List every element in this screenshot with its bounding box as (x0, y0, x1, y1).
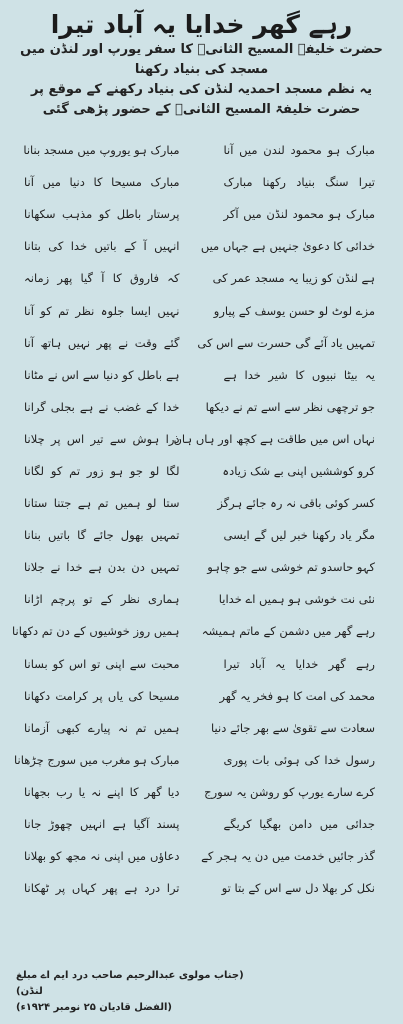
verse-first-line: مزے لوٹ لو حسن یوسف کے پیارو (213, 303, 375, 318)
verse-second-line: ہمیں تم نہ پیارے کبھی آزمانا (24, 720, 180, 735)
credit-block (10, 968, 270, 1016)
verse-row (10, 134, 393, 166)
verse-row (10, 294, 393, 326)
verse-first-line: تیرا سنگ بنیاد رکھنا مبارک (223, 175, 375, 190)
verse-row (10, 840, 393, 872)
verse-second-line: کہ فاروق کا آ گیا پھر زمانہ (24, 271, 180, 286)
verse-first-line: سعادت سے تقویٰ سے بھر جائے دنیا (211, 720, 375, 735)
verse-first-line: کسر کوئی باقی نہ رہ جائے ہرگز (217, 496, 375, 511)
verse-row (10, 680, 393, 712)
verse-second-line: مسیحا کی یاں پر کرامت دکھانا (24, 688, 180, 703)
verse-first-line: رسول خدا کی ہوئی بات پوری (223, 752, 375, 767)
verse-second-line: ذرا ہوش سے تیر اس پر چلانا (24, 431, 180, 446)
verse-second-line: خدا کے غضب نے ہے بجلی گرانا (24, 399, 180, 414)
verse-row (10, 198, 393, 230)
verse-first-line: مگر یاد رکھنا خبر لیں گے ایسی (223, 528, 375, 543)
verse-row (10, 744, 393, 776)
verse-first-line: کرے سارے یورپ کو روشن یہ سورج (204, 784, 375, 799)
verse-second-line: گئے وقت نے پھر نہیں ہاتھ آنا (24, 335, 180, 350)
verse-row (10, 359, 393, 391)
verse-first-line: ہے لنڈن کو زیبا یہ مسجد عمر کی (212, 271, 375, 286)
verse-row (10, 487, 393, 519)
verse-first-line: نئی نت خوشی ہو ہمیں اے خدایا (218, 592, 375, 607)
verse-first-line: تمہیں یاد آئے گی حسرت سے اس کی (197, 335, 375, 350)
verse-second-line: مبارک ہو یوروپ میں مسجد بنانا (23, 143, 180, 158)
verse-first-line: خدائی کا دعویٰ جنہیں ہے جہاں میں (200, 239, 375, 254)
verse-row (10, 712, 393, 744)
verse-second-line: پسند آگیا ہے انہیں چھوڑ جانا (24, 817, 180, 832)
poem-subtitle: حضرت خلیفۃ المسیح الثانیؓ کا سفر یورپ اور لنڈن میں مسجد کی بنیاد رکھنا (20, 42, 383, 77)
verse-first-line: نہاں اس میں طاقت ہے کچھ اور ہاں ہاں (173, 431, 375, 446)
verse-first-line: مبارک ہو محمود لندن میں آنا (223, 143, 375, 158)
verse-row (10, 262, 393, 294)
publication-source: (الفضل قادیان ۲۵ نومبر ۱۹۲۴ء) (16, 1002, 172, 1013)
verse-first-line: رہے گھر میں دشمن کے ماتم ہمیشہ (201, 624, 375, 639)
verse-first-line: جدائی میں دامن بھگیا کریگے (223, 817, 375, 832)
poem-title: رہے گھر خدایا یہ آباد تیرا (50, 10, 353, 39)
verse-row (10, 776, 393, 808)
verse-row (10, 519, 393, 551)
poet-credit: (جناب مولوی عبدالرحیم صاحب درد ایم اے مبلغ لنڈن) (16, 970, 244, 997)
verse-row (10, 872, 393, 904)
verse-row (10, 166, 393, 198)
verse-row (10, 327, 393, 359)
verse-second-line: تمہیں دن بدن ہے خدا نے جلانا (24, 560, 180, 575)
verse-second-line: مبارک مسیحا کا دنیا میں آنا (24, 175, 180, 190)
verse-row (10, 583, 393, 615)
poem-body (10, 134, 393, 969)
verse-second-line: محبت سے اپنی تو اس کو بسانا (24, 656, 180, 671)
verse-second-line: ہے باطل کو دنیا سے اس نے مٹانا (24, 367, 180, 382)
verse-second-line: ستا لو ہمیں تم ہے جتنا ستانا (24, 496, 180, 511)
verse-second-line: نہیں ایسا جلوہ نظر تم کو آنا (24, 303, 180, 318)
verse-row (10, 230, 393, 262)
verse-first-line: کرو کوششیں اپنی بے شک زیادہ (222, 463, 375, 478)
verse-row (10, 551, 393, 583)
verse-first-line: نکل کر بھلا دل سے اس کے بتا تو (221, 881, 375, 896)
verse-first-line: محمد کی امت کا ہو فخر یہ گھر (219, 688, 375, 703)
verse-second-line: دعاؤں میں اپنی نہ مجھ کو بھلانا (24, 849, 180, 864)
verse-first-line: جو ترچھی نظر سے اسے تم نے دیکھا (205, 399, 375, 414)
verse-second-line: ہمیں روز خوشیوں کے دن تم دکھانا (12, 624, 180, 639)
verse-second-line: دیا گھر کا اپنے نہ یا رب بجھانا (24, 784, 180, 799)
verse-second-line: مبارک ہو مغرب میں سورج چڑھانا (14, 752, 180, 767)
verse-second-line: لگا لو جو ہو زور تم کو لگانا (24, 463, 180, 478)
verse-row (10, 615, 393, 647)
verse-first-line: گذر جائیں خدمت میں دن یہ ہجر کے (201, 849, 375, 864)
verse-row (10, 455, 393, 487)
poem-dedication: یہ نظم مسجد احمدیہ لنڈن کی بنیاد رکھنے کے موقع پر حضرت خلیفۃ المسیح الثانیؓ کے حضور پڑھی گئی (30, 82, 373, 117)
verse-second-line: تمہیں بھول جائے گا باتیں بنانا (24, 528, 180, 543)
verse-second-line: پرستار باطل کو مذہب سکھانا (24, 207, 180, 222)
verse-second-line: انہیں آ کے باتیں خدا کی بتانا (24, 239, 180, 254)
verse-second-line: ترا درد ہے پھر کہاں پر ٹھکانا (24, 881, 180, 896)
verse-row (10, 391, 393, 423)
verse-first-line: رہے گھر خدایا یہ آباد تیرا (223, 656, 375, 671)
verse-first-line: مبارک ہو محمود لنڈن میں آکر (223, 207, 375, 222)
verse-first-line: یہ بیٹا نبیوں کا شیر خدا ہے (223, 367, 375, 382)
verse-row (10, 648, 393, 680)
verse-first-line: کہو حاسدو تم خوشی سے جو چاہو (207, 560, 375, 575)
verse-row (10, 808, 393, 840)
verse-row (10, 423, 393, 455)
verse-second-line: ہماری نظر کے تو پرچم اڑانا (24, 592, 180, 607)
